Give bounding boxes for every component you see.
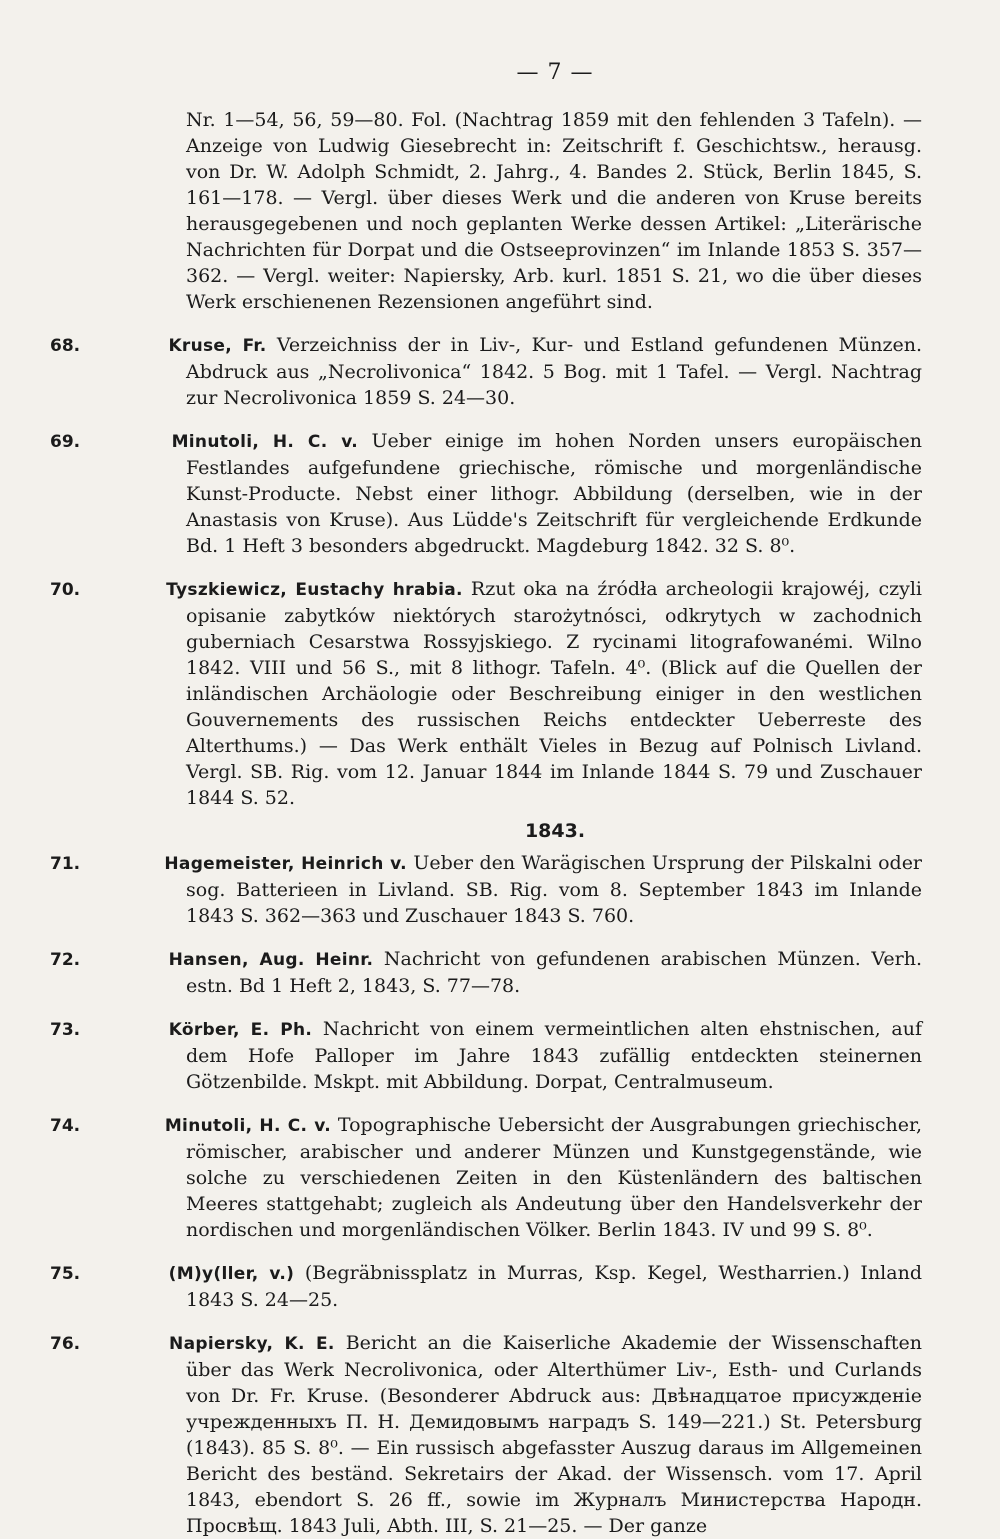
entry-number: 73.	[50, 1020, 81, 1040]
entry-text: Rzut oka na źródła archeologii krajowéj, czyli opisanie zabytków niektórych starożytnósci, odkrytych w zachodnich guberniach Cesarstwa Rossyjskiego. Z rycinami litografowanémi. Wilno 1842. VIII und 56 S., mit 8 lithogr. Tafeln. 4⁰. (Blick auf die Quellen der inländischen Archäologie oder Beschreibung einiger in den westlichen Gouvernements des russischen Reichs entdeckter Ueberreste des Alterthums.) — Das Werk enthält Vieles in Bezug auf Polnisch Livland. Vergl. SB. Rig. vom 12. Januar 1844 im Inlande 1844 S. 79 und Zuschauer 1844 S. 52.	[186, 578, 922, 809]
entry-author: Körber, E. Ph.	[168, 1020, 313, 1040]
entry-text: Nachricht von einem vermeintlichen alten ehstnischen, auf dem Hofe Palloper im Jahre 1843 zufällig entdeckten steinernen Götzenbilde. Mskpt. mit Abbildung. Dorpat, Centralmuseum.	[186, 1018, 922, 1093]
entry-author: (M)y(ller, v.)	[168, 1264, 295, 1284]
bibliography-entry-73	[50, 1016, 922, 1095]
bibliography-entry-76	[50, 1330, 922, 1539]
entry-author: Napiersky, K. E.	[169, 1334, 335, 1354]
entry-number: 70.	[50, 580, 81, 600]
entry-number: 72.	[50, 950, 81, 970]
entry-author: Hagemeister, Heinrich v.	[164, 854, 407, 874]
entry-author: Minutoli, H. C. v.	[171, 432, 358, 452]
entry-number: 69.	[50, 432, 81, 452]
bibliography-entry-69	[50, 428, 923, 559]
entry-text: Ueber einige im hohen Norden unsers europäischen Festlandes aufgefundene griechische, römische und morgenländische Kunst-Producte. Nebst einer lithogr. Abbildung (derselben, wie in der Anastasis von Kruse). Aus Lüdde's Zeitschrift für vergleichende Erdkunde Bd. 1 Heft 3 besonders abgedruckt. Magdeburg 1842. 32 S. 8⁰.	[186, 430, 923, 557]
entry-text: Bericht an die Kaiserliche Akademie der Wissenschaften über das Werk Necrolivonica, oder Alterthümer Liv-, Esth- und Curlands von Dr. Fr. Kruse. (Besonderer Abdruck aus: Двѣнадцатое присужденіе учрежденныхъ П. Н. Демидовымъ наградъ S. 149—221.) St. Petersburg (1843). 85 S. 8⁰. — Ein russisch abgefasster Auszug daraus im Allgemeinen Bericht des beständ. Sekretairs der Akad. der Wissensch. vom 17. April 1843, ebendort S. 26 ff., sowie im Журналъ Министерства Народн. Просвѣщ. 1843 Juli, Abth. III, S. 21—25. — Der ganze	[186, 1332, 922, 1537]
bibliography-entry-68	[50, 332, 922, 411]
bibliography-entry-70	[50, 576, 922, 811]
entry-author: Kruse, Fr.	[168, 336, 267, 356]
entry-number: 74.	[50, 1116, 81, 1136]
entry-text: Topographische Uebersicht der Ausgrabungen griechischer, römischer, arabischer und anderer Münzen und Kunstgegenstände, wie solche zu verschiedenen Zeiten in den Küstenländern des baltischen Meeres stattgehabt; zugleich als Andeutung über den Handelsverkehr der nordischen und morgenländischen Völker. Berlin 1843. IV und 99 S. 8⁰.	[186, 1114, 922, 1241]
year-heading: 1843.	[524, 820, 586, 842]
page-number: — 7 —	[516, 60, 594, 85]
bibliography-entry-75	[50, 1260, 922, 1313]
entry-number: 68.	[50, 336, 81, 356]
entry-author: Minutoli, H. C. v.	[164, 1116, 332, 1136]
entry-author: Tyszkiewicz, Eustachy hrabia.	[166, 580, 463, 600]
entry-number: 76.	[50, 1334, 81, 1354]
bibliography-entry-74	[50, 1112, 922, 1243]
entry-text: Verzeichniss der in Liv-, Kur- und Estland gefundenen Münzen. Abdruck aus „Necrolivonica“ 1842. 5 Bog. mit 1 Tafel. — Vergl. Nachtrag zur Necrolivonica 1859 S. 24—30.	[186, 334, 922, 409]
bibliography-entry-71	[50, 850, 923, 929]
continued-entry-text: Nr. 1—54, 56, 59—80. Fol. (Nachtrag 1859 mit den fehlenden 3 Tafeln). — Anzeige von Ludwig Giesebrecht in: Zeitschrift f. Geschichtsw., herausg. von Dr. W. Adolph Schmidt, 2. Jahrg., 4. Bandes 2. Stück, Berlin 1845, S. 161—178. — Vergl. über dieses Werk und die anderen von Kruse bereits herausgegebenen und noch geplanten Werke dessen Artikel: „Literärische Nachrichten für Dorpat und die Ostseeprovinzen“ im Inlande 1853 S. 357—362. — Vergl. weiter: Napiersky, Arb. kurl. 1851 S. 21, wo die über dieses Werk erschienenen Rezensionen angeführt sind.	[186, 109, 922, 313]
entry-number: 71.	[50, 854, 81, 874]
bibliography-entry-72	[50, 946, 922, 999]
entry-author: Hansen, Aug. Heinr.	[168, 950, 374, 970]
entry-text: (Begräbnissplatz in Murras, Ksp. Kegel, Westharrien.) Inland 1843 S. 24—25.	[186, 1262, 922, 1311]
entry-text: Nachricht von gefundenen arabischen Münzen. Verh. estn. Bd 1 Heft 2, 1843, S. 77—78.	[186, 948, 922, 997]
entry-number: 75.	[50, 1264, 81, 1284]
entry-text: Ueber den Warägischen Ursprung der Pilskalni oder sog. Batterieen in Livland. SB. Rig. vom 8. September 1843 im Inlande 1843 S. 362—363 und Zuschauer 1843 S. 760.	[186, 852, 923, 927]
